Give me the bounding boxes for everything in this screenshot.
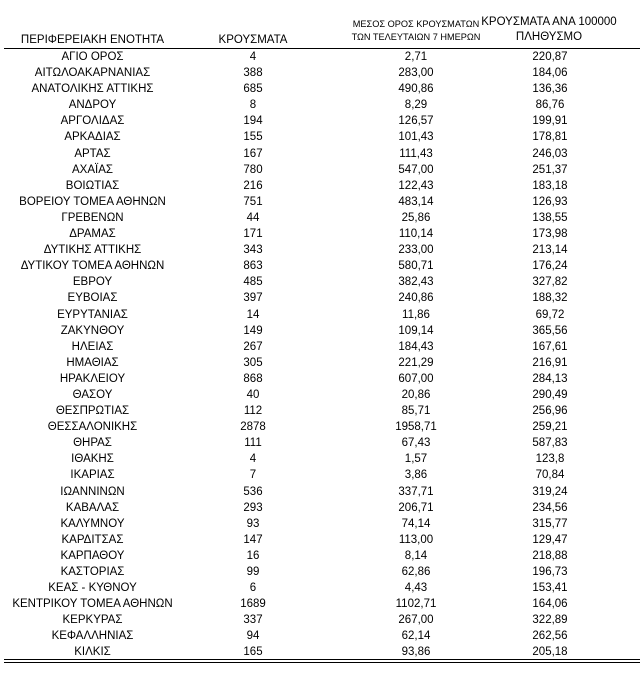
cell-per-100k: 262,56 — [532, 630, 568, 643]
cell-region: ΗΜΑΘΙΑΣ — [66, 356, 119, 369]
cell-region: ΔΥΤΙΚΗΣ ΑΤΤΙΚΗΣ — [43, 244, 142, 257]
cell-region: ΚΑΡΔΙΤΣΑΣ — [61, 533, 124, 546]
cell-cases: 863 — [243, 260, 263, 273]
cell-region: ΗΡΑΚΛΕΙΟΥ — [59, 372, 126, 385]
table-row — [0, 548, 643, 564]
cell-cases: 685 — [243, 83, 263, 96]
cell-seven-day-average: 25,86 — [401, 211, 431, 224]
cell-seven-day-average: 8,29 — [404, 99, 428, 112]
cell-per-100k: 251,37 — [532, 163, 568, 176]
cell-cases: 99 — [246, 566, 260, 578]
cell-seven-day-average: 101,43 — [398, 131, 434, 144]
cell-seven-day-average: 382,43 — [398, 276, 434, 289]
cell-cases: 16 — [246, 549, 260, 562]
header-cases-per-100k — [478, 15, 620, 45]
table-row — [0, 226, 643, 242]
cell-seven-day-average: 490,86 — [398, 83, 434, 96]
cell-seven-day-average: 3,86 — [404, 469, 428, 482]
cell-per-100k: 173,98 — [532, 228, 568, 241]
table-row — [0, 516, 643, 532]
cell-region: ΑΡΚΑΔΙΑΣ — [64, 131, 121, 144]
table-row — [0, 339, 643, 355]
table-row — [0, 371, 643, 387]
cell-cases: 171 — [243, 228, 263, 241]
table-row — [0, 210, 643, 226]
cell-per-100k: 123,8 — [535, 453, 565, 466]
cell-seven-day-average: 62,86 — [401, 566, 431, 578]
cell-region: ΒΟΙΩΤΙΑΣ — [65, 179, 120, 192]
header-seven-day-average — [330, 18, 502, 44]
cell-region: ΚΑΣΤΟΡΙΑΣ — [60, 566, 125, 578]
cell-region: ΚΑΒΑΛΑΣ — [65, 501, 120, 514]
cell-cases: 6 — [249, 582, 257, 595]
cell-seven-day-average: 109,14 — [398, 324, 434, 337]
cell-cases: 4 — [249, 51, 257, 63]
table-row — [0, 323, 643, 339]
table-row — [0, 242, 643, 258]
table-row — [0, 612, 643, 628]
cell-seven-day-average: 20,86 — [401, 388, 431, 401]
cell-seven-day-average: 1,57 — [404, 453, 428, 466]
cell-seven-day-average: 184,43 — [398, 340, 434, 353]
cell-per-100k: 315,77 — [532, 517, 568, 530]
header-region: ΠΕΡΙΦΕΡΕΙΑΚΗ ΕΝΟΤΗΤΑ — [20, 34, 165, 46]
table-row — [0, 97, 643, 113]
table-row — [0, 451, 643, 467]
cell-seven-day-average: 74,14 — [401, 517, 431, 530]
cell-seven-day-average: 233,00 — [398, 244, 434, 257]
cell-cases: 751 — [243, 195, 263, 208]
cell-cases: 1689 — [240, 598, 266, 611]
cell-per-100k: 587,83 — [532, 437, 568, 450]
cell-seven-day-average: 126,57 — [398, 115, 434, 128]
cell-per-100k: 319,24 — [532, 485, 568, 498]
cell-region: ΘΕΣΣΑΛΟΝΙΚΗΣ — [47, 421, 138, 434]
table-row — [0, 307, 643, 323]
cell-cases: 94 — [246, 630, 260, 643]
cell-seven-day-average: 11,86 — [402, 308, 430, 321]
cell-region: ΑΡΓΟΛΙΔΑΣ — [60, 115, 125, 128]
header-avg-line1: ΜΕΣΟΣ ΟΡΟΣ ΚΡΟΥΣΜΑΤΩΝ — [352, 19, 480, 29]
table-row — [0, 81, 643, 97]
cell-per-100k: 69,72 — [535, 308, 565, 321]
header-avg-line2: ΤΩΝ ΤΕΛΕΥΤΑΙΩΝ 7 ΗΜΕΡΩΝ — [351, 32, 481, 42]
cell-region: ΑΝΑΤΟΛΙΚΗΣ ΑΤΤΙΚΗΣ — [31, 83, 154, 96]
cell-per-100k: 86,76 — [535, 99, 565, 112]
cell-region: ΘΗΡΑΣ — [73, 437, 112, 450]
cell-cases: 337 — [243, 614, 263, 627]
cell-cases: 93 — [246, 517, 260, 530]
table-row — [0, 580, 643, 596]
cell-region: ΓΡΕΒΕΝΩΝ — [61, 211, 124, 224]
cell-per-100k: 284,13 — [532, 372, 568, 385]
cell-region: ΔΡΑΜΑΣ — [69, 228, 116, 241]
cell-cases: 2878 — [240, 421, 266, 434]
header-cases: ΚΡΟΥΣΜΑΤΑ — [218, 34, 288, 46]
table-row — [0, 129, 643, 145]
cell-per-100k: 327,82 — [532, 276, 568, 289]
table-row — [0, 403, 643, 419]
cell-per-100k: 129,47 — [532, 533, 568, 546]
cell-per-100k: 205,18 — [532, 646, 568, 659]
cell-seven-day-average: 2,71 — [404, 51, 428, 63]
cell-cases: 8 — [249, 99, 257, 112]
cell-region: ΚΕΡΚΥΡΑΣ — [62, 614, 123, 627]
cell-cases: 267 — [243, 340, 263, 353]
cell-seven-day-average: 67,43 — [401, 437, 431, 450]
cell-region: ΘΑΣΟΥ — [72, 388, 113, 401]
cell-region: ΚΕΦΑΛΛΗΝΙΑΣ — [51, 630, 134, 643]
cell-region: ΚΕΝΤΡΙΚΟΥ ΤΟΜΕΑ ΑΘΗΝΩΝ — [12, 598, 173, 611]
cell-seven-day-average: 111,43 — [399, 147, 433, 160]
cell-per-100k: 246,03 — [532, 147, 568, 160]
cell-region: ΘΕΣΠΡΩΤΙΑΣ — [55, 405, 130, 418]
cell-per-100k: 218,88 — [532, 549, 568, 562]
cell-cases: 40 — [246, 388, 260, 401]
cell-seven-day-average: 267,00 — [398, 614, 434, 627]
table-row — [0, 194, 643, 210]
cell-per-100k: 322,89 — [532, 614, 568, 627]
table-row — [0, 65, 643, 81]
cell-cases: 44 — [246, 211, 260, 224]
cell-seven-day-average: 1958,71 — [395, 421, 437, 434]
cell-region: ΑΝΔΡΟΥ — [68, 99, 117, 112]
cell-cases: 147 — [243, 533, 263, 546]
cell-region: ΚΑΛΥΜΝΟΥ — [60, 517, 125, 530]
table-row — [0, 178, 643, 194]
cell-seven-day-average: 1102,71 — [395, 598, 437, 611]
table-row — [0, 500, 643, 516]
cell-per-100k: 213,14 — [532, 244, 568, 257]
cell-region: ΕΥΒΟΙΑΣ — [67, 292, 118, 305]
cell-seven-day-average: 85,71 — [401, 405, 431, 418]
table-row — [0, 628, 643, 644]
cell-per-100k: 290,49 — [532, 388, 568, 401]
table-row — [0, 596, 643, 612]
table-row — [0, 387, 643, 403]
cell-per-100k: 176,24 — [532, 260, 568, 273]
footer-divider-top — [4, 659, 640, 660]
cell-cases: 111 — [244, 437, 262, 450]
cell-per-100k: 199,91 — [532, 115, 568, 128]
cell-region: ΕΒΡΟΥ — [72, 276, 113, 289]
cell-region: ΚΕΑΣ - ΚΥΘΝΟΥ — [48, 582, 137, 595]
cell-seven-day-average: 93,86 — [401, 646, 431, 659]
cell-cases: 216 — [243, 179, 263, 192]
cell-per-100k: 138,55 — [532, 211, 568, 224]
cell-cases: 194 — [243, 115, 263, 128]
table-row — [0, 274, 643, 290]
cell-per-100k: 234,56 — [532, 501, 568, 514]
cell-seven-day-average: 547,00 — [398, 163, 434, 176]
cell-cases: 14 — [246, 308, 260, 321]
cell-seven-day-average: 607,00 — [398, 372, 434, 385]
table-row — [0, 355, 643, 371]
cell-cases: 155 — [243, 131, 263, 144]
footer-divider-bottom — [4, 662, 640, 663]
cell-cases: 868 — [243, 372, 263, 385]
cell-per-100k: 153,41 — [532, 582, 568, 595]
cell-per-100k: 136,36 — [532, 83, 568, 96]
cell-region: ΖΑΚΥΝΘΟΥ — [60, 324, 125, 337]
cell-cases: 4 — [249, 453, 257, 466]
table-row — [0, 419, 643, 435]
header-per100k-line2: ΠΛΗΘΥΣΜΟ — [515, 31, 583, 43]
cell-cases: 536 — [243, 485, 263, 498]
cell-seven-day-average: 4,43 — [404, 582, 428, 595]
cell-per-100k: 178,81 — [532, 131, 568, 144]
cell-per-100k: 184,06 — [532, 67, 568, 80]
cell-cases: 343 — [243, 244, 263, 257]
cell-seven-day-average: 62,14 — [401, 630, 431, 643]
cell-per-100k: 126,93 — [532, 195, 568, 208]
cell-per-100k: 188,32 — [532, 292, 568, 305]
cell-per-100k: 196,73 — [532, 566, 568, 578]
table-body — [0, 49, 643, 661]
table-row — [0, 467, 643, 483]
table-row — [0, 162, 643, 178]
cell-seven-day-average: 110,14 — [398, 228, 434, 241]
cell-per-100k: 365,56 — [532, 324, 568, 337]
cell-seven-day-average: 483,14 — [398, 195, 434, 208]
cell-seven-day-average: 221,29 — [398, 356, 434, 369]
cell-per-100k: 216,91 — [532, 356, 568, 369]
cell-seven-day-average: 337,71 — [398, 485, 434, 498]
table-row — [0, 290, 643, 306]
cell-region: ΑΙΤΩΛΟΑΚΑΡΝΑΝΙΑΣ — [34, 67, 151, 80]
table-row — [0, 146, 643, 162]
cell-cases: 388 — [243, 67, 263, 80]
table-row — [0, 258, 643, 274]
cell-region: ΚΑΡΠΑΘΟΥ — [60, 549, 125, 562]
cell-seven-day-average: 206,71 — [398, 501, 434, 514]
table-row — [0, 532, 643, 548]
cell-region: ΙΚΑΡΙΑΣ — [70, 469, 115, 482]
cell-cases: 112 — [243, 405, 263, 418]
cell-cases: 165 — [243, 646, 263, 659]
cell-region: ΑΧΑΪΑΣ — [72, 163, 113, 176]
cell-region: ΒΟΡΕΙΟΥ ΤΟΜΕΑ ΑΘΗΝΩΝ — [19, 195, 166, 208]
cell-region: ΑΓΙΟ ΟΡΟΣ — [61, 51, 124, 63]
header-per100k-line1: ΚΡΟΥΣΜΑΤΑ ΑΝΑ 100000 — [481, 16, 617, 28]
cell-per-100k: 167,61 — [532, 340, 568, 353]
cell-per-100k: 164,06 — [532, 598, 568, 611]
cell-per-100k: 70,84 — [535, 469, 565, 482]
cell-cases: 167 — [243, 147, 263, 160]
cell-region: ΔΥΤΙΚΟΥ ΤΟΜΕΑ ΑΘΗΝΩΝ — [20, 260, 165, 273]
cell-region: ΕΥΡΥΤΑΝΙΑΣ — [57, 308, 128, 321]
table-row — [0, 484, 643, 500]
cell-per-100k: 259,21 — [532, 421, 568, 434]
cell-cases: 780 — [243, 163, 263, 176]
cell-region: ΚΙΛΚΙΣ — [74, 646, 111, 659]
cell-seven-day-average: 580,71 — [398, 260, 434, 273]
cell-cases: 293 — [243, 501, 263, 514]
cell-cases: 397 — [243, 292, 263, 305]
cell-seven-day-average: 240,86 — [398, 292, 434, 305]
cell-cases: 7 — [249, 469, 257, 482]
cell-per-100k: 220,87 — [532, 51, 568, 63]
cell-region: ΙΘΑΚΗΣ — [71, 453, 114, 466]
cell-seven-day-average: 8,14 — [404, 549, 428, 562]
cell-cases: 485 — [243, 276, 263, 289]
table-row — [0, 435, 643, 451]
table-row — [0, 113, 643, 129]
cell-region: ΗΛΕΙΑΣ — [71, 340, 114, 353]
cell-region: ΑΡΤΑΣ — [74, 147, 111, 160]
cell-region: ΙΩΑΝΝΙΝΩΝ — [60, 485, 125, 498]
cell-seven-day-average: 122,43 — [398, 179, 434, 192]
cell-per-100k: 183,18 — [532, 179, 568, 192]
cell-seven-day-average: 113,00 — [398, 533, 434, 546]
table-row — [0, 564, 643, 580]
table-row — [0, 49, 643, 65]
cell-seven-day-average: 283,00 — [398, 67, 434, 80]
cell-cases: 149 — [243, 324, 263, 337]
cell-cases: 305 — [243, 356, 263, 369]
cell-per-100k: 256,96 — [532, 405, 568, 418]
